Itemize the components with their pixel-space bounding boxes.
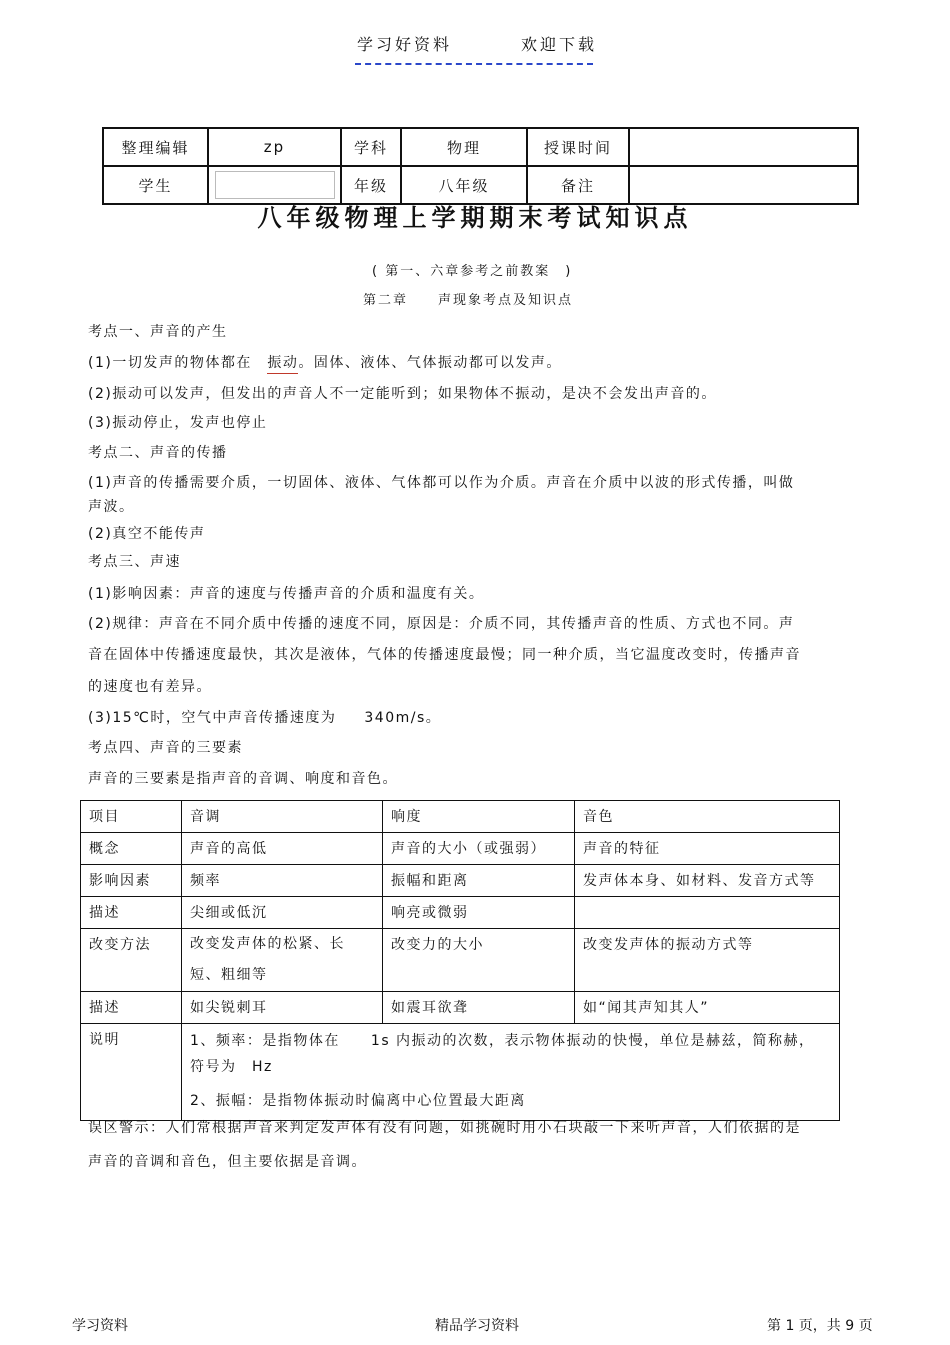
header-left: 学习好资料 [357, 35, 453, 54]
table-cell [575, 897, 840, 929]
paragraph: (2)真空不能传声 [88, 526, 206, 542]
footer-center: 精品学习资料 [435, 1318, 519, 1334]
header-divider [355, 63, 593, 65]
table-cell: 影响因素 [81, 865, 182, 897]
table-cell: 如震耳欲聋 [383, 992, 575, 1024]
section-heading: 考点一、声音的产生 [88, 324, 228, 340]
subtitle-chapters: ( 第一、六章参考之前教案 ) [372, 264, 573, 279]
paragraph [88, 352, 562, 372]
paragraph: (2)规律：声音在不同介质中传播的速度不同，原因是：介质不同，其传播声音的性质、方式也不同。声 [88, 616, 795, 632]
table-cell: 概念 [81, 833, 182, 865]
table-cell: 音调 [182, 801, 383, 833]
subtitle-chapter2: 第二章 声现象考点及知识点 [363, 293, 574, 308]
table-cell: 改变力的大小 [383, 929, 575, 992]
table-row [81, 897, 840, 929]
table-cell: 响度 [383, 801, 575, 833]
table-cell: 如“闻其声知其人” [575, 992, 840, 1024]
header-right: 欢迎下载 [521, 35, 598, 54]
paragraph: 的速度也有差异。 [88, 679, 212, 695]
page-number: 第 1 页，共 9 页 [767, 1318, 873, 1334]
underlined-term: 振动 [267, 355, 298, 374]
table-cell: 声音的高低 [182, 833, 383, 865]
table-row [81, 929, 840, 992]
paragraph: (1)声音的传播需要介质，一切固体、液体、气体都可以作为介质。声音在介质中以波的形式传播，叫做 [88, 475, 795, 491]
table-cell: 声音的特征 [575, 833, 840, 865]
table-cell: 声音的大小（或强弱） [383, 833, 575, 865]
paragraph: (3)振动停止，发声也停止 [88, 415, 268, 431]
text-span: 。固体、液体、气体振动都可以发声。 [298, 355, 562, 371]
info-cell: 学科 [341, 128, 401, 166]
paragraph: 音在固体中传播速度最快，其次是液体，气体的传播速度最慢；同一种介质，当它温度改变时，传播声音 [88, 647, 801, 663]
info-cell: 授课时间 [527, 128, 629, 166]
table-row [81, 1024, 840, 1121]
paragraph: 声音的三要素是指声音的音调、响度和音色。 [88, 771, 398, 787]
table-row [81, 833, 840, 865]
section-heading: 考点二、声音的传播 [88, 445, 228, 461]
info-cell: 学生 [103, 166, 208, 204]
table-cell: 如尖锐刺耳 [182, 992, 383, 1024]
note-cell [182, 1024, 840, 1121]
note-line: 2、振幅：是指物体振动时偏离中心位置最大距离 [190, 1093, 526, 1109]
footer-left: 学习资料 [72, 1318, 128, 1334]
table-cell: 发声体本身、如材料、发音方式等 [575, 865, 840, 897]
table-row [81, 992, 840, 1024]
table-cell: 说明 [81, 1024, 182, 1121]
table-cell: 描述 [81, 992, 182, 1024]
text-span: (1)一切发声的物体都在 [88, 355, 268, 371]
paragraph: 声波。 [88, 499, 135, 515]
table-row [81, 801, 840, 833]
sound-elements-table [80, 800, 840, 1121]
table-cell: 项目 [81, 801, 182, 833]
section-heading: 考点四、声音的三要素 [88, 740, 243, 756]
info-cell: 八年级 [401, 166, 527, 204]
info-cell: 备注 [527, 166, 629, 204]
table-cell: 振幅和距离 [383, 865, 575, 897]
table-cell: 改变发声体的松紧、长短、粗细等 [182, 929, 383, 992]
page-title: 八年级物理上学期期末考试知识点 [257, 204, 693, 232]
table-cell: 尖细或低沉 [182, 897, 383, 929]
info-cell: zp [208, 128, 341, 166]
paragraph: (2)振动可以发声，但发出的声音人不一定能听到；如果物体不振动，是决不会发出声音的。 [88, 386, 717, 402]
blank-field [215, 171, 335, 199]
info-row [103, 128, 858, 166]
warning-text: 声音的音调和音色，但主要依据是音调。 [88, 1154, 367, 1170]
table-cell: 音色 [575, 801, 840, 833]
table-cell: 改变方法 [81, 929, 182, 992]
table-cell: 频率 [182, 865, 383, 897]
table-cell: 描述 [81, 897, 182, 929]
table-row [81, 865, 840, 897]
text-span: (3)15℃时，空气中声音传播速度为 [88, 710, 337, 726]
warning-text: 误区警示：人们常根据声音来判定发声体有没有问题，如挑碗时用小石块敲一下来听声音，人们依据的是 [88, 1120, 801, 1136]
info-cell: 物理 [401, 128, 527, 166]
info-cell [629, 128, 858, 166]
paragraph [88, 707, 441, 727]
info-cell: 年级 [341, 166, 401, 204]
paragraph: (1)影响因素：声音的速度与传播声音的介质和温度有关。 [88, 586, 485, 602]
note-line: 1、频率：是指物体在 1s 内振动的次数，表示物体振动的快慢，单位是赫兹，简称赫， [190, 1033, 815, 1049]
info-cell: 整理编辑 [103, 128, 208, 166]
note-line: 符号为 Hz [190, 1059, 273, 1075]
info-table [102, 127, 859, 205]
section-heading: 考点三、声速 [88, 554, 181, 570]
text-span: 340m/s。 [364, 710, 442, 726]
table-cell: 改变发声体的振动方式等 [575, 929, 840, 992]
table-cell: 响亮或微弱 [383, 897, 575, 929]
